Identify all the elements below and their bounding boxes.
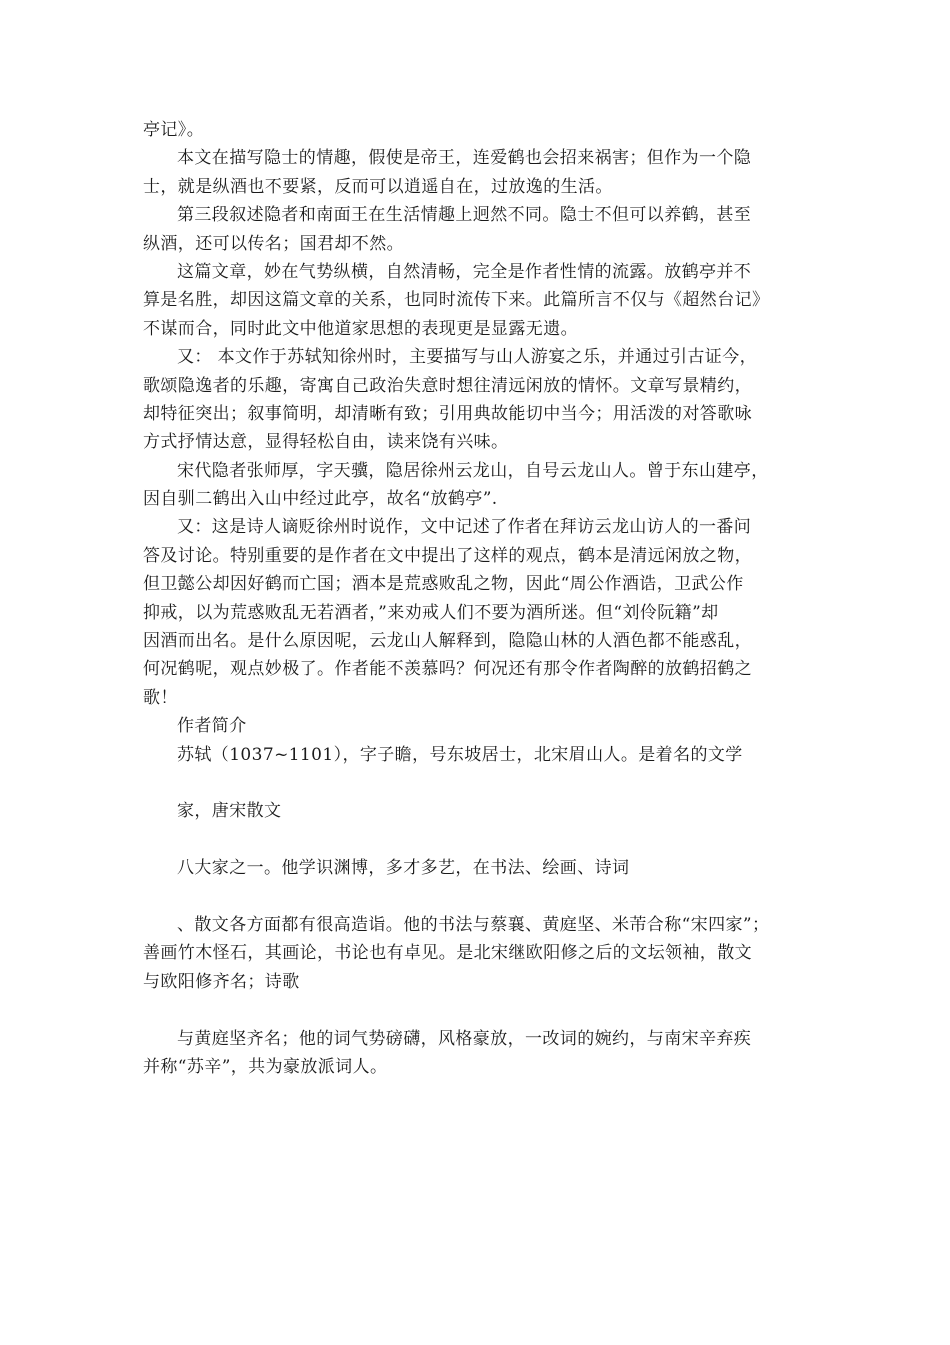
- text-line: 第三段叙述隐者和南面王在生活情趣上迥然不同。隐士不但可以养鹤，甚至: [177, 205, 752, 226]
- text-line: 算是名胜，却因这篇文章的关系，也同时流传下来。此篇所言不仅与《超然台记》: [143, 290, 770, 311]
- text-line: 本文在描写隐士的情趣，假使是帝王，连爱鹤也会招来祸害；但作为一个隐: [177, 148, 752, 169]
- text-line: 与黄庭坚齐名；他的词气势磅礴，风格豪放，一改词的婉约，与南宋辛弃疾: [177, 1028, 752, 1049]
- text-line: 八大家之一。他学识渊博，多才多艺，在书法、绘画、诗词: [177, 858, 630, 879]
- text-line: 抑戒，以为荒惑败乱无若酒者，”来劝戒人们不要为酒所迷。但“刘伶阮籍”却: [143, 602, 719, 623]
- blank-line: [143, 769, 807, 797]
- text-line: 亭记》。: [143, 120, 205, 140]
- text-line: 因自驯二鹤出入山中经过此亭，故名“放鹤亭”.: [143, 489, 498, 510]
- text-line: 却特征突出；叙事简明，却清晰有致；引用典故能切中当今；用活泼的对答歌咏: [143, 403, 752, 424]
- text-line: 因酒而出名。是什么原因呢，云龙山人解释到，隐隐山林的人酒色都不能惑乱，: [143, 631, 752, 652]
- text-line: 纵酒，还可以传名；国君却不然。: [143, 233, 404, 254]
- text-line: 与欧阳修齐名；诗歌: [143, 971, 300, 992]
- text-line: 士，就是纵酒也不要紧，反而可以逍遥自在，过放逸的生活。: [143, 176, 613, 197]
- text-line: 歌！: [143, 687, 178, 708]
- text-line: 、散文各方面都有很高造诣。他的书法与蔡襄、黄庭坚、米芾合称“宋四家”；: [177, 914, 770, 935]
- text-line: 善画竹木怪石，其画论，书论也有卓见。是北宋继欧阳修之后的文坛领袖，散文: [143, 943, 752, 964]
- text-line: 苏轼（1037~1101），字子瞻，号东坡居士，北宋眉山人。是着名的文学: [177, 744, 743, 765]
- text-line: 歌颂隐逸者的乐趣，寄寓自己政治失意时想往清远闲放的情怀。文章写景精约，: [143, 375, 752, 396]
- text-line: 何况鹤呢，观点妙极了。作者能不羡慕吗？何况还有那令作者陶醉的放鹤招鹤之: [143, 659, 752, 680]
- text-line: 这篇文章，妙在气势纵横，自然清畅，完全是作者性情的流露。放鹤亭并不: [177, 261, 752, 282]
- blank-line: [143, 826, 807, 854]
- text-line: 方式抒情达意，显得轻松自由，读来饶有兴味。: [143, 432, 509, 453]
- text-line: 家，唐宋散文: [177, 801, 282, 822]
- section-heading: 作者简介: [177, 716, 247, 737]
- text-line: 并称“苏辛”，共为豪放派词人。: [143, 1056, 388, 1077]
- blank-line: [143, 883, 807, 911]
- text-line: 宋代隐者张师厚，字天骥，隐居徐州云龙山，自号云龙山人。曾于东山建亭，: [177, 460, 769, 481]
- text-line: 但卫懿公却因好鹤而亡国；酒本是荒惑败乱之物，因此“周公作酒诰，卫武公作: [143, 574, 744, 595]
- blank-line: [143, 996, 807, 1024]
- text-line: 答及讨论。特别重要的是作者在文中提出了这样的观点，鹤本是清远闲放之物，: [143, 545, 752, 566]
- document-body: [143, 116, 807, 1081]
- text-line: 又：这是诗人谪贬徐州时说作，文中记述了作者在拜访云龙山访人的一番问: [177, 517, 752, 538]
- text-line: 不谋而合，同时此文中他道家思想的表现更是显露无遗。: [143, 318, 578, 339]
- text-line: 又： 本文作于苏轼知徐州时，主要描写与山人游宴之乐，并通过引古证今，: [177, 347, 758, 368]
